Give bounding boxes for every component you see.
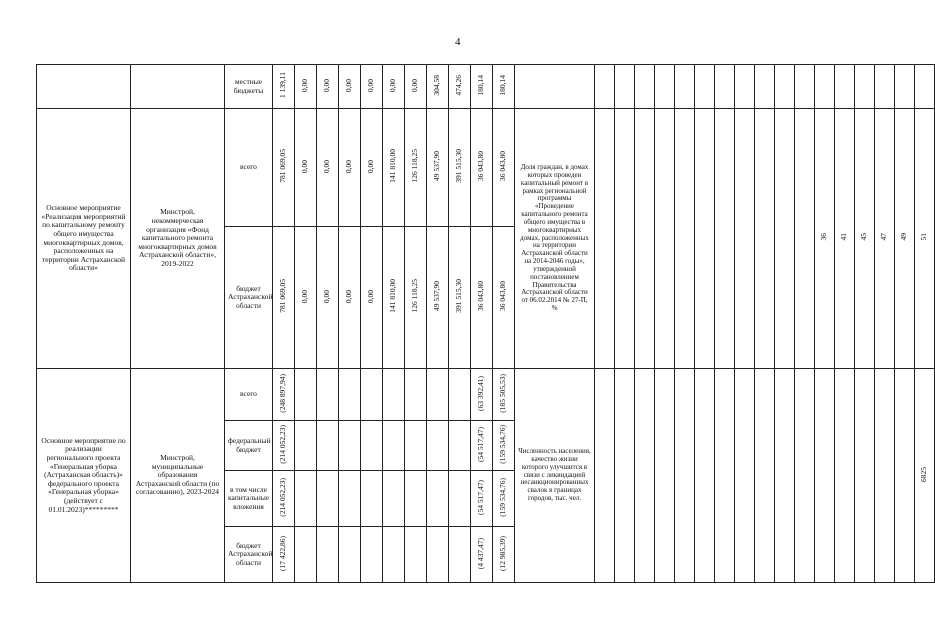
value-cell: (248 897,94): [273, 369, 295, 421]
activity2-name: Основное мероприятие по реализации регионального проекта «Генеральная уборка (Астраханская область)» федерального проекта «Генеральная уборка» (действует с 01.01.2023)*********: [37, 369, 131, 583]
value-cell: (159 534,76): [493, 421, 515, 471]
row-label: федеральный бюджет: [225, 421, 273, 471]
row-local-budgets: [37, 65, 935, 109]
value-cell: (54 517,47): [471, 421, 493, 471]
value-cell: 0,00: [339, 227, 361, 369]
value-cell: 0,00: [361, 65, 383, 109]
value-cell: (4 437,47): [471, 527, 493, 583]
value-cell: 0,00: [339, 65, 361, 109]
indicator-value: 41: [835, 109, 855, 369]
value-cell: 0,00: [405, 65, 427, 109]
value-cell: (12 985,39): [493, 527, 515, 583]
value-cell: 126 118,25: [405, 227, 427, 369]
value-cell: 141 810,00: [383, 227, 405, 369]
value-cell: 0,00: [317, 227, 339, 369]
row-label: всего: [225, 369, 273, 421]
row-label: местные бюджеты: [225, 65, 273, 109]
page-number: 4: [455, 36, 461, 48]
cell-empty: [515, 65, 595, 109]
value-cell: 0,00: [361, 227, 383, 369]
value-cell: (214 052,23): [273, 471, 295, 527]
activity1-name: Основное мероприятие «Реализация мероприятий по капитальному ремонту общего имущества многоквартирных домов, расположенных на территории Астраханской области»: [37, 109, 131, 369]
value-cell: (17 422,86): [273, 527, 295, 583]
cell-empty: [131, 65, 225, 109]
activity2-executor: Минстрой, муниципальные образования Астраханской области (по согласованию), 2023-2024: [131, 369, 225, 583]
activity2-indicator: Численность населения, качество жизни которого улучшится в связи с ликвидацией несанкционированных свалок в границах городов, тыс. чел.: [515, 369, 595, 583]
value-cell: 180,14: [493, 65, 515, 109]
activity1-row-total: [37, 109, 935, 227]
value-cell: 0,00: [339, 109, 361, 227]
value-cell: 781 069,05: [273, 227, 295, 369]
indicator-value: 51: [915, 109, 935, 369]
row-label: всего: [225, 109, 273, 227]
value-cell: 126 118,25: [405, 109, 427, 227]
value-cell: 36 043,80: [471, 109, 493, 227]
value-cell: 180,14: [471, 65, 493, 109]
value-cell: 781 069,05: [273, 109, 295, 227]
row-label: бюджет Астраханской области: [225, 227, 273, 369]
value-cell: (185 505,53): [493, 369, 515, 421]
value-cell: 0,00: [383, 65, 405, 109]
value-cell: 0,00: [295, 65, 317, 109]
value-cell: 1 139,11: [273, 65, 295, 109]
value-cell: 36 043,80: [471, 227, 493, 369]
indicator-value: 47: [875, 109, 895, 369]
value-cell: 36 043,80: [493, 109, 515, 227]
row-label: бюджет Астраханской области: [225, 527, 273, 583]
value-cell: (63 392,41): [471, 369, 493, 421]
indicator-value: 6825: [915, 369, 935, 583]
value-cell: 0,00: [317, 65, 339, 109]
value-cell: 391 515,30: [449, 109, 471, 227]
value-cell: (214 052,23): [273, 421, 295, 471]
value-cell: 391 515,30: [449, 227, 471, 369]
value-cell: 49 537,90: [427, 227, 449, 369]
value-cell: 49 537,90: [427, 109, 449, 227]
value-cell: 141 810,00: [383, 109, 405, 227]
activity2-row-total: [37, 369, 935, 421]
value-cell: 304,58: [427, 65, 449, 109]
indicator-value: 36: [815, 109, 835, 369]
indicator-value: 45: [855, 109, 875, 369]
activity1-executor: Минстрой, некоммерческая организация «Фонд капитального ремонта многоквартирных домов Астраханской области», 2019-2022: [131, 109, 225, 369]
value-cell: 0,00: [295, 109, 317, 227]
value-cell: 0,00: [295, 227, 317, 369]
row-label: в том числе капитальные вложения: [225, 471, 273, 527]
indicator-value: 49: [895, 109, 915, 369]
cell-empty: [37, 65, 131, 109]
activity1-indicator: Доля граждан, в домах которых проведен капитальный ремонт в рамках региональной программы «Проведение капитального ремонта общего имущества в многоквартирных домах, расположенных на территории Астраханской области на 2014-2046 годы», утвержденной постановлением Правительства Астраханской области от 06.02.2014 № 27-П, %: [515, 109, 595, 369]
value-cell: (159 534,76): [493, 471, 515, 527]
value-cell: 474,26: [449, 65, 471, 109]
value-cell: 0,00: [361, 109, 383, 227]
value-cell: 36 043,80: [493, 227, 515, 369]
value-cell: (54 517,47): [471, 471, 493, 527]
value-cell: 0,00: [317, 109, 339, 227]
program-table: [36, 64, 935, 583]
